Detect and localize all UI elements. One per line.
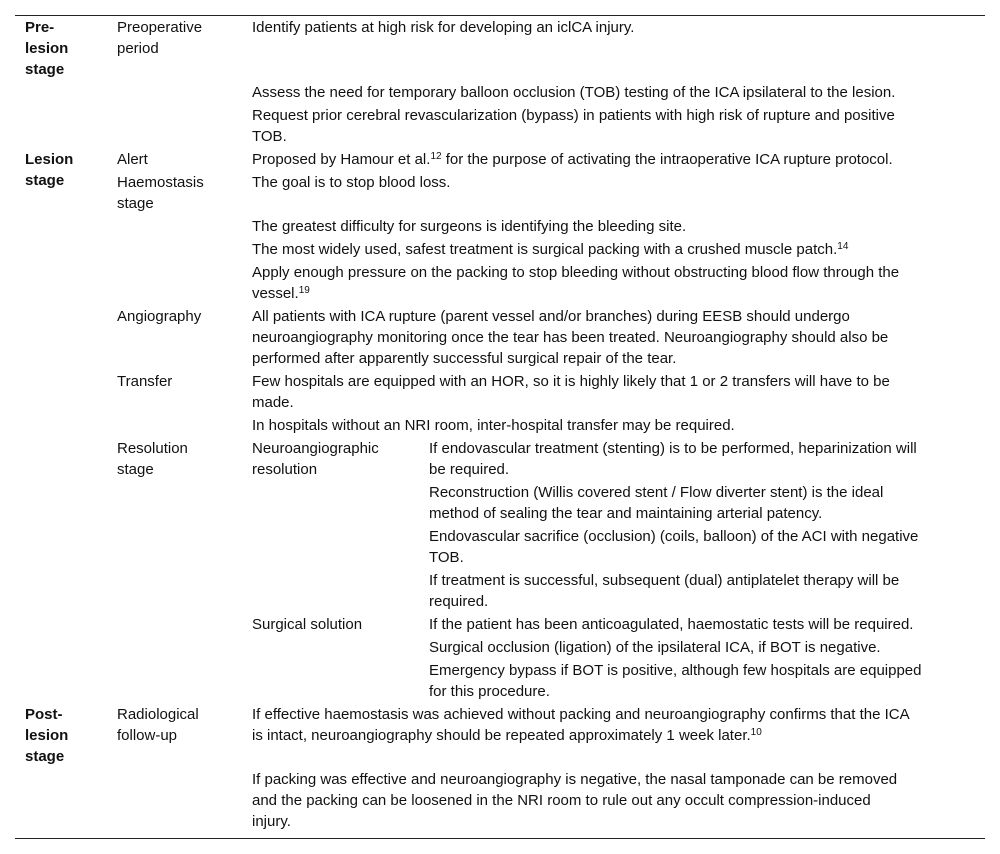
substage-radiological: Radiological follow-up [117,706,199,744]
angio-item: All patients with ICA rupture (parent vessel and/or branches) during EESB should undergo neuroangiography monitoring once the tear has been treated. Neuroangiography should also be performed after apparently successful surgical repair of the tear. [252,308,889,367]
transfer-item-2: In hospitals without an NRI room, inter-hospital transfer may be required. [252,417,735,434]
surg-item-3: Emergency bypass if BOT is positive, although few hospitals are equipped for this procedure. [429,662,922,700]
alert-item: Proposed by Hamour et al.$^{12}$ for the purpose of activating the intraoperative ICA rupture protocol. [252,151,893,168]
haem-item-3: The most widely used, safest treatment is surgical packing with a crushed muscle patch.$^{14}$ [252,241,849,258]
post-item-1: If effective haemostasis was achieved without packing and neuroangiography confirms that the ICA is intact, neuroangiography should be repeated approximately 1 week later.$^{10}$ [252,706,910,744]
haem-item-1: The goal is to stop blood loss. [252,174,451,191]
preop-item-2: Assess the need for temporary balloon occlusion (TOB) testing of the ICA ipsilateral to the lesion. [252,84,896,101]
substage-preoperative: Preoperative period [117,19,203,57]
surg-item-2: Surgical occlusion (ligation) of the ipsilateral ICA, if BOT is negative. [429,639,881,656]
substage-haemostasis: Haemostasis stage [117,174,204,212]
resolution-neuroangiographic: Neuroangiographic resolution [252,440,379,478]
surg-item-1: If the patient has been anticoagulated, haemostatic tests will be required. [429,616,914,633]
post-item-2: If packing was effective and neuroangiography is negative, the nasal tamponade can be removed and the packing can be loosened in the NRI room to rule out any occult compression-induced injury. [252,771,898,830]
alert-ref: 12 [430,151,442,162]
substage-resolution: Resolution stage [117,440,188,478]
neuro-item-3: Endovascular sacrifice (occlusion) (coils, balloon) of the ACI with negative TOB. [429,528,919,566]
neuro-item-1: If endovascular treatment (stenting) is to be performed, heparinization will be required. [429,440,917,478]
table-top-rule [15,15,985,16]
haem-ref-14: 14 [837,241,849,252]
stage-post-lesion: Post- lesion stage [25,706,69,765]
post-ref-10: 10 [750,727,762,738]
substage-angiography: Angiography [117,308,202,325]
preop-item-1: Identify patients at high risk for developing an iclCA injury. [252,19,635,36]
haem-item-2: The greatest difficulty for surgeons is identifying the bleeding site. [252,218,687,235]
neuro-item-4: If treatment is successful, subsequent (dual) antiplatelet therapy will be required. [429,572,900,610]
neuro-item-2: Reconstruction (Willis covered stent / Flow diverter stent) is the ideal method of sealing the tear and maintaining arterial patency. [429,484,884,522]
resolution-surgical: Surgical solution [252,616,363,633]
stage-lesion: Lesion stage [25,151,74,189]
table-bottom-rule [15,838,985,839]
transfer-item-1: Few hospitals are equipped with an HOR, so it is highly likely that 1 or 2 transfers will have to be made. [252,373,890,411]
preop-item-3: Request prior cerebral revascularization (bypass) in patients with high risk of rupture and positive TOB. [252,107,895,145]
substage-alert: Alert [117,151,148,168]
haem-item-4: Apply enough pressure on the packing to stop bleeding without obstructing blood flow through the vessel.$^{19}$ [252,264,900,302]
haem-ref-19: 19 [298,285,310,296]
substage-transfer: Transfer [117,373,173,390]
stage-pre-lesion: Pre- lesion stage [25,19,69,78]
